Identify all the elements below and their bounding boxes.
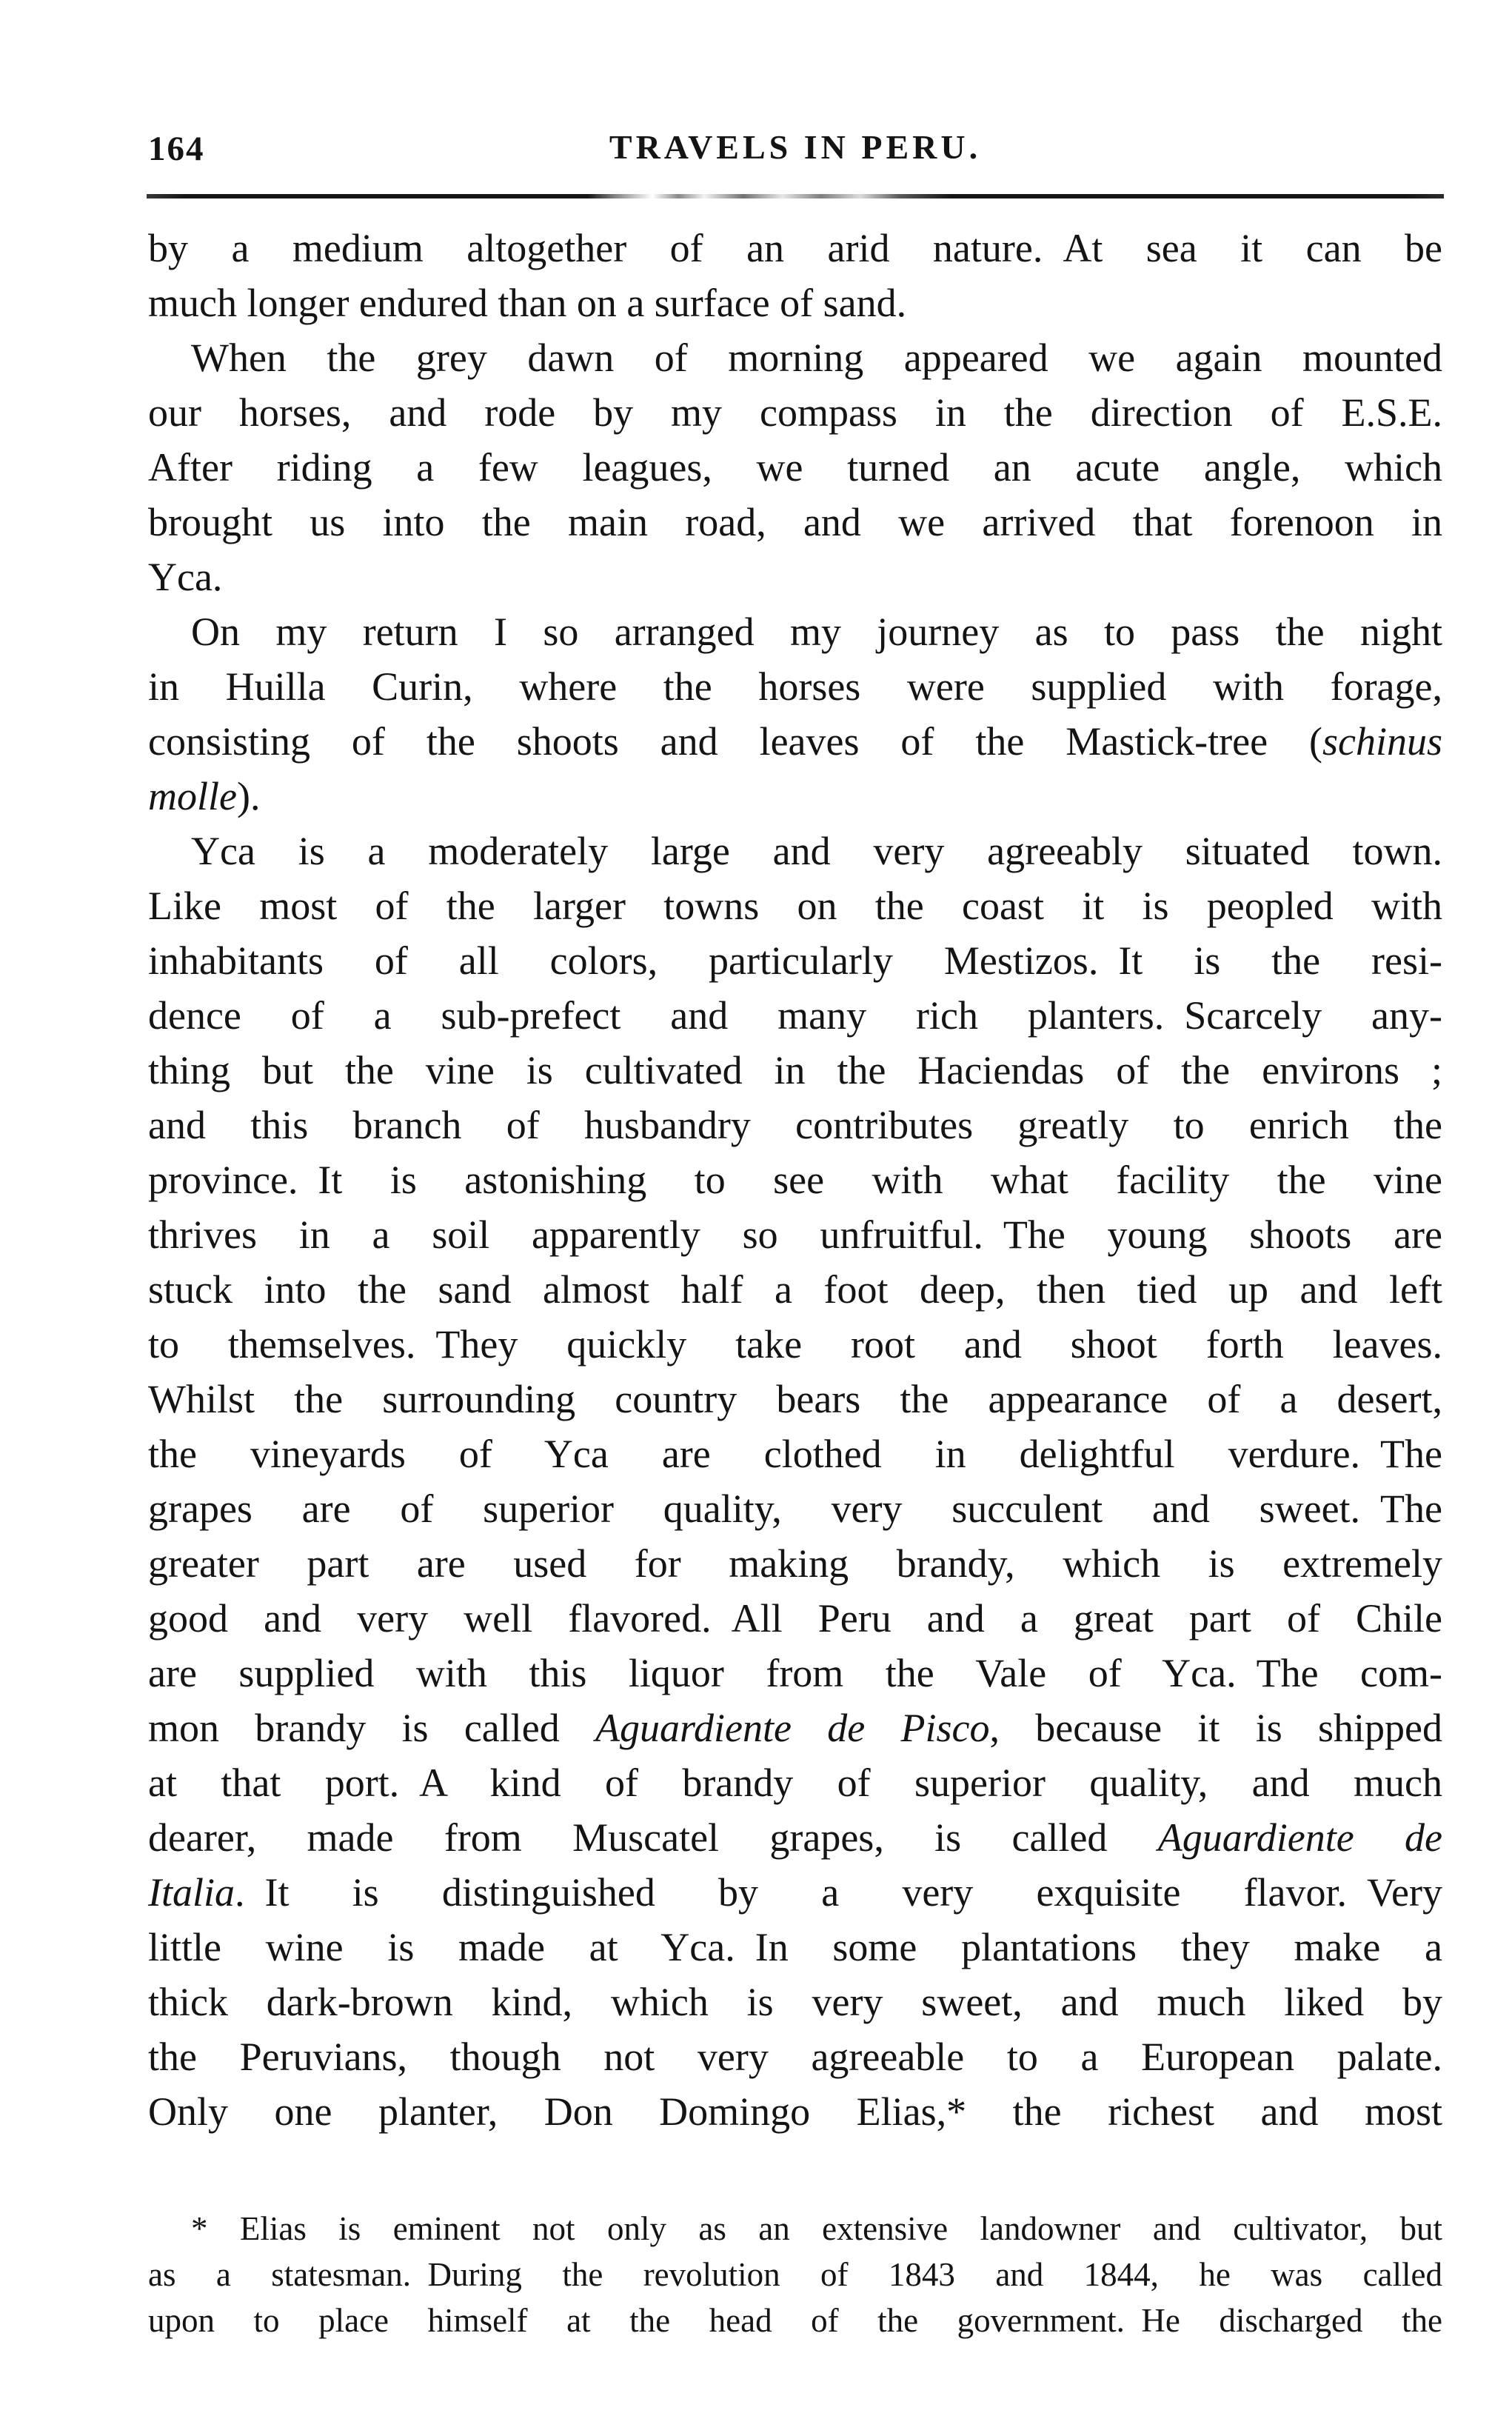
text-segment: After riding a few leagues, we turned an acute angle, which [148,445,1442,490]
text-segment: thick dark-brown kind, which is very sweet, and much liked by [148,1980,1442,2024]
text-line [148,1481,1442,1536]
text-line [148,1317,1442,1372]
text-line [148,1920,1442,1975]
text-segment: greater part are used for making brandy, which is extremely [148,1541,1442,1586]
text-segment: Whilst the surrounding country bears the appearance of a desert, [148,1377,1442,1421]
text-segment: dearer, made from Muscatel grapes, is called [148,1815,1158,1860]
text-segment: . It is distinguished by a very exquisite flavor. Very [235,1870,1442,1915]
text-line [148,1207,1442,1262]
text-line [148,714,1442,769]
text-segment: On my return I so arranged my journey as to pass the night [191,610,1442,654]
text-segment: Like most of the larger towns on the coast it is peopled with [148,884,1442,928]
text-line [148,2297,1442,2343]
text-segment: to themselves. They quickly take root and shoot forth leaves. [148,1322,1442,1367]
text-line [148,1262,1442,1317]
text-segment: grapes are of superior quality, very succulent and sweet. The [148,1486,1442,1531]
italic-text: Aguardiente de Pisco [595,1706,990,1750]
text-segment: little wine is made at Yca. In some plantations they make a [148,1925,1442,1969]
text-segment: stuck into the sand almost half a foot deep, then tied up and left [148,1267,1442,1312]
text-segment: are supplied with this liquor from the Vale of Yca. The com- [148,1651,1442,1695]
footnote [148,2206,1442,2343]
text-line [148,1152,1442,1207]
text-segment: and this branch of husbandry contributes greatly to enrich the [148,1103,1442,1147]
paragraph [148,604,1442,824]
text-line [148,1810,1442,1865]
text-line [148,2029,1442,2084]
text-line [148,550,1442,604]
text-line [148,604,1442,659]
text-segment: Only one planter, Don Domingo Elias,* the richest and most [148,2089,1442,2134]
text-line [148,824,1442,878]
text-segment: the Peruvians, though not very agreeable to a European palate. [148,2035,1442,2079]
text-line [148,1865,1442,1920]
text-line [148,1098,1442,1152]
text-segment: thing but the vine is cultivated in the Haciendas of the environs ; [148,1048,1442,1092]
italic-text: molle [148,774,237,818]
text-line [148,385,1442,440]
text-segment: ). [236,774,261,818]
page-header [148,127,1442,173]
text-segment: in Huilla Curin, where the horses were supplied with forage, [148,664,1442,709]
text-segment: our horses, and rode by my compass in the direction of E.S.E. [148,390,1442,435]
text-segment: inhabitants of all colors, particularly Mestizos. It is the resi- [148,938,1442,983]
text-segment: mon brandy is called [148,1706,596,1750]
text-segment: thrives in a soil apparently so unfruitful. The young shoots are [148,1212,1442,1257]
header-rule [147,194,1444,198]
text-segment: the vineyards of Yca are clothed in delightful verdure. The [148,1432,1442,1476]
text-line [148,1646,1442,1701]
text-segment: When the grey dawn of morning appeared we again mounted [191,336,1442,380]
text-line [148,1701,1442,1755]
text-line [148,2084,1442,2139]
text-line [148,221,1442,276]
paragraph [148,330,1442,604]
paragraph [148,824,1442,2139]
text-line [148,988,1442,1043]
text-line [148,933,1442,988]
text-line [148,495,1442,550]
text-segment: much longer endured than on a surface of sand. [148,281,907,325]
italic-text: Italia [148,1870,235,1915]
running-title: TRAVELS IN PERU. [609,128,982,166]
text-line [148,1043,1442,1098]
text-line [148,1975,1442,2029]
text-line [148,878,1442,933]
text-line [148,1536,1442,1591]
text-segment: as a statesman. During the revolution of 1843 and 1844, he was called [148,2256,1442,2293]
text-line [148,769,1442,824]
text-line [148,330,1442,385]
text-line [148,2206,1442,2252]
text-line [148,1755,1442,1810]
text-line [148,1426,1442,1481]
text-segment: Yca. [148,555,223,599]
paragraph [148,2206,1442,2343]
text-line [148,1372,1442,1426]
text-segment: dence of a sub-prefect and many rich planters. Scarcely any- [148,993,1442,1038]
text-line [148,1591,1442,1646]
text-segment: by a medium altogether of an arid nature. At sea it can be [148,226,1442,270]
text-segment: * Elias is eminent not only as an extensive landowner and cultivator, but [191,2210,1442,2247]
text-segment: consisting of the shoots and leaves of the Mastick-tree ( [148,719,1322,764]
italic-text: schinus [1322,719,1442,764]
text-segment: good and very well flavored. All Peru and a great part of Chile [148,1596,1442,1641]
italic-text: Aguardiente de [1157,1815,1442,1860]
text-segment: at that port. A kind of brandy of superior quality, and much [148,1761,1442,1805]
text-segment: upon to place himself at the head of the government. He discharged the [148,2302,1442,2339]
page-number: 164 [148,130,205,168]
text-segment: brought us into the main road, and we arrived that forenoon in [148,500,1442,544]
page-body [148,221,1442,2139]
text-line [148,659,1442,714]
text-line [148,276,1442,330]
text-segment: Yca is a moderately large and very agreeably situated town. [191,829,1442,873]
text-segment: province. It is astonishing to see with what facility the vine [148,1158,1442,1202]
text-line [148,440,1442,495]
text-line [148,2252,1442,2297]
text-segment: , because it is shipped [989,1706,1442,1750]
paragraph [148,221,1442,330]
